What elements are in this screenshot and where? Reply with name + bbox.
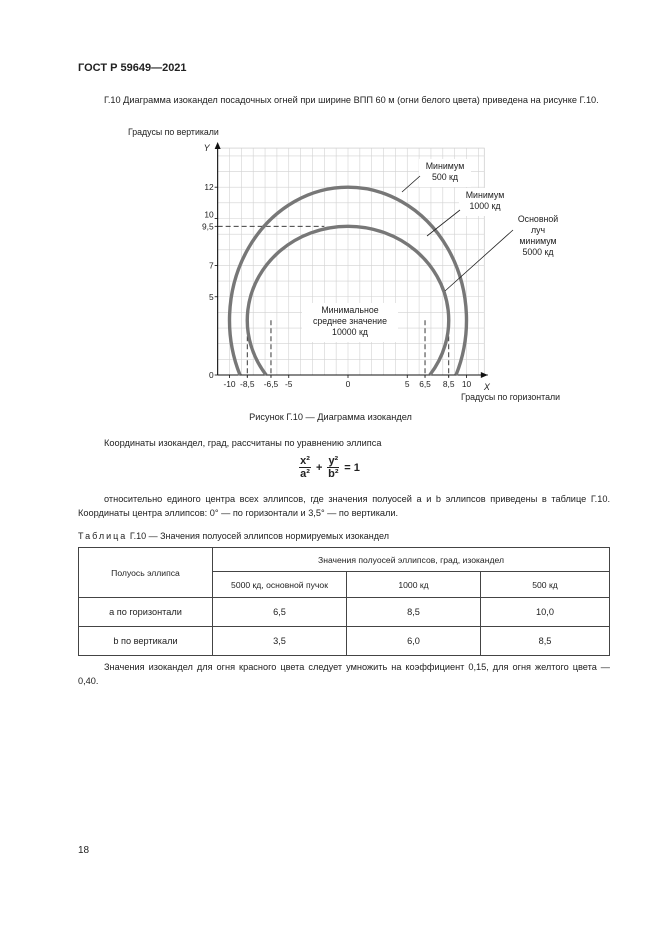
x-tick-label: 8,5 (442, 379, 455, 389)
x-tick-label: -5 (285, 379, 293, 389)
x-tick-label: -10 (223, 379, 236, 389)
semi-axes-table (78, 547, 610, 656)
x-tick-label: 10 (461, 379, 472, 389)
y-axis-arrow (215, 142, 221, 149)
after-formula-paragraph: относительно единого центра всех эллипсов, где значения полуосей a и b эллипсов приведены в таблице Г.10. Координаты центра эллипсов: 0° — по горизонтали и 3,5° — по вертикали. (78, 494, 610, 518)
document-header: ГОСТ Р 59649—2021 (78, 62, 187, 74)
sub-header-5000: 5000 кд, основной пучок (213, 572, 347, 598)
annotation-text: Минимум (465, 190, 505, 200)
y-tick-label: 7 (208, 260, 214, 271)
x-tick-label: 5 (404, 379, 410, 389)
annotation-text: Минимальное (321, 305, 379, 315)
x-tick-label: 0 (345, 379, 351, 389)
x-tick-label: -6,5 (263, 379, 279, 389)
group-header: Значения полуосей эллипсов, град, изокандел (213, 548, 610, 572)
y-numerator: y² (328, 455, 339, 467)
table-row (79, 627, 610, 656)
y-axis-title: Градусы по вертикали (128, 127, 219, 137)
intro-paragraph: Г.10 Диаграмма изокандел посадочных огней при ширине ВПП 60 м (огни белого цвета) приведена на рисунке Г.10. (104, 95, 599, 105)
y-fraction (327, 455, 339, 480)
x-fraction (299, 455, 311, 480)
x-axis-letter: X (483, 382, 490, 392)
annotation-text: Минимум (425, 161, 465, 171)
coords-paragraph: Координаты изокандел, град, рассчитаны по уравнению эллипса (104, 438, 382, 448)
col-header-semi-axis: Полуось эллипса (79, 548, 213, 598)
x-axis-title: Градусы по горизонтали (461, 392, 561, 402)
row-label: a по горизонтали (79, 598, 213, 627)
page-number: 18 (78, 845, 90, 856)
equals-one: = 1 (344, 461, 360, 474)
annotation-text: 1000 кд (469, 201, 501, 211)
x-numerator: x² (300, 455, 310, 467)
cell: 8,5 (481, 627, 610, 656)
table-caption-label: Таблица (78, 531, 128, 541)
annotation-leader (402, 176, 420, 192)
y-tick-label: 9,5 (201, 221, 214, 232)
annotation-text: 500 кд (431, 172, 459, 182)
annotation-text: минимум (519, 236, 557, 246)
x-tick-label: 6,5 (419, 379, 431, 389)
b-denominator: b² (328, 468, 339, 480)
y-tick-label: 0 (208, 370, 214, 380)
y-tick-label: 12 (204, 182, 214, 193)
y-tick-label: 5 (208, 291, 214, 302)
table-caption (78, 531, 389, 541)
annotation-text: 5000 кд (522, 247, 554, 257)
sub-header-1000: 1000 кд (347, 572, 481, 598)
cell: 6,0 (347, 627, 481, 656)
y-tick-label: 10 (204, 209, 214, 220)
x-tick-label: -8,5 (240, 379, 255, 389)
figure-caption: Рисунок Г.10 — Диаграмма изокандел (249, 412, 412, 422)
isocandela-chart (118, 138, 578, 400)
table-row (79, 598, 610, 627)
annotation-text: Основной (517, 214, 559, 224)
annotation-leader (427, 210, 460, 236)
ellipse-formula (0, 455, 661, 480)
cell: 3,5 (213, 627, 347, 656)
a-denominator: a² (300, 468, 310, 480)
table-caption-text: Г.10 — Значения полуосей эллипсов нормируемых изокандел (129, 531, 389, 541)
annotation-text: 10000 кд (332, 327, 368, 337)
annotation-text: луч (530, 225, 546, 235)
row-label: b по вертикали (79, 627, 213, 656)
cell: 8,5 (347, 598, 481, 627)
annotation-text: среднее значение (313, 316, 387, 326)
sub-header-500: 500 кд (481, 572, 610, 598)
cell: 10,0 (481, 598, 610, 627)
footer-paragraph: Значения изокандел для огня красного цвета следует умножить на коэффициент 0,15, для огня желтого цвета — 0,40. (78, 662, 610, 686)
y-axis-letter: Y (203, 143, 210, 154)
cell: 6,5 (213, 598, 347, 627)
plus-sign: + (315, 461, 323, 474)
